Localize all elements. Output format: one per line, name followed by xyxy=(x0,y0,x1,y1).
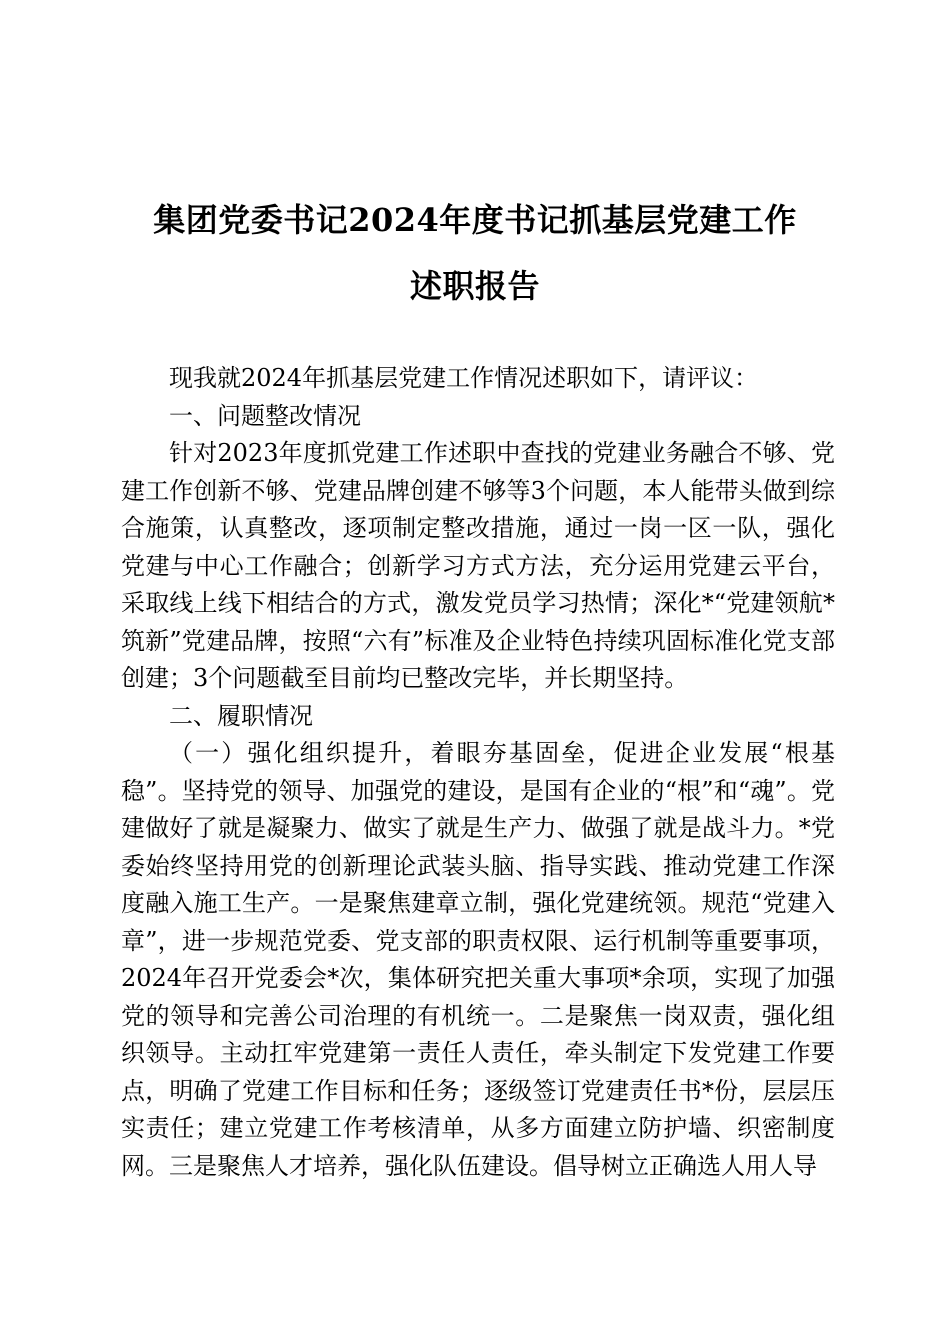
intro-paragraph: 现我就2024年抓基层党建工作情况述职如下，请评议： xyxy=(169,364,759,392)
document-body xyxy=(121,360,835,1185)
section-2-heading: 二、履职情况 xyxy=(169,701,313,730)
section-2-paragraph: （一）强化组织提升，着眼夯基固垒，促进企业发展“根基稳”。坚持党的领导、加强党的建设，是国有企业的“根”和“魂”。党建做好了就是凝聚力、做实了就是生产力、做强了就是战斗力。*党委始终坚持用党的创新理论武装头脑、指导实践、推动党建工作深度融入施工生产。一是聚焦建章立制，强化党建统领。规范“党建入章”，进一步规范党委、党支部的职责权限、运行机制等重要事项，2024年召开党委会*次，集体研究把关重大事项*余项，实现了加强党的领导和完善公司治理的有机统一。二是聚焦一岗双责，强化组织领导。主动扛牢党建第一责任人责任，牵头制定下发党建工作要点，明确了党建工作目标和任务；逐级签订党建责任书*份，层层压实责任；建立党建工作考核清单，从多方面建立防护墙、织密制度网。三是聚焦人才培养，强化队伍建设。倡导树立正确选人用人导 xyxy=(121,739,835,1180)
section-1-heading: 一、问题整改情况 xyxy=(169,401,361,430)
section-1-paragraph: 针对2023年度抓党建工作述职中查找的党建业务融合不够、党建工作创新不够、党建品牌创建不够等3个问题，本人能带头做到综合施策，认真整改，逐项制定整改措施，通过一岗一区一队，强化党建与中心工作融合；创新学习方式方法，充分运用党建云平台，采取线上线下相结合的方式，激发党员学习热情；深化*“党建领航*筑新”党建品牌，按照“六有”标准及企业特色持续巩固标准化党支部创建；3个问题截至目前均已整改完毕，并长期坚持。 xyxy=(121,439,835,692)
document-title-line-2: 述职报告 xyxy=(409,267,540,305)
document-title-line-1: 集团党委书记2024年度书记抓基层党建工作 xyxy=(153,201,797,239)
